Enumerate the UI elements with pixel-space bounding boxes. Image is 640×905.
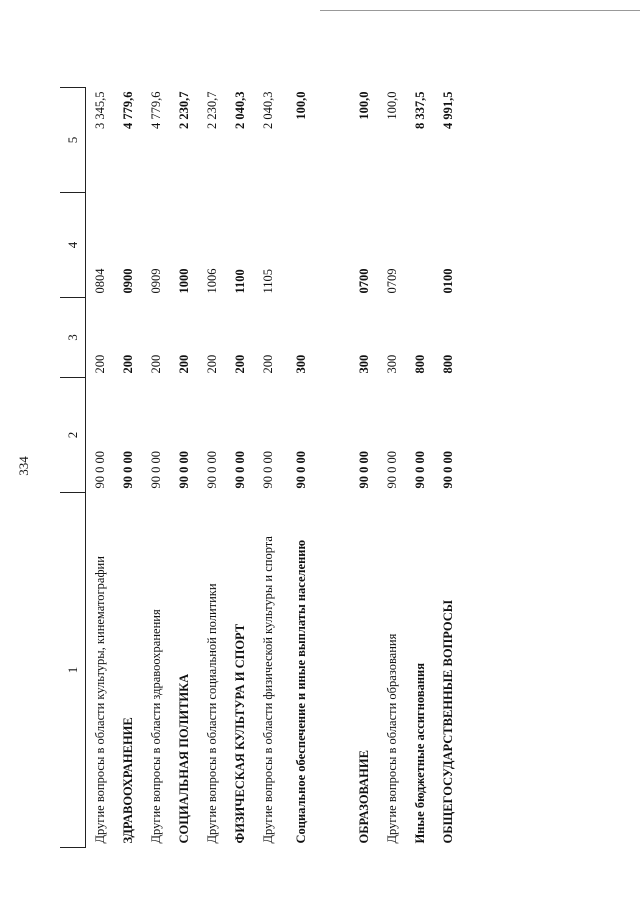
row-amount: 4 779,6 bbox=[120, 91, 135, 129]
row-section: 0709 bbox=[384, 268, 399, 294]
col-header-2: 2 bbox=[60, 378, 86, 493]
row-name: Иные бюджетные ассигнования bbox=[412, 662, 427, 844]
row-name: ЗДРАВООХРАНЕНИЕ bbox=[120, 717, 135, 844]
budget-table bbox=[60, 88, 520, 848]
table-row bbox=[406, 88, 434, 848]
table-row bbox=[226, 88, 254, 848]
row-section: 1105 bbox=[260, 268, 275, 294]
table-row bbox=[170, 88, 198, 848]
top-rule bbox=[320, 10, 640, 11]
row-name: СОЦИАЛЬНАЯ ПОЛИТИКА bbox=[176, 673, 191, 844]
row-code: 90 0 00 bbox=[92, 451, 107, 489]
row-name: Социальное обеспечение и иные выплаты населению bbox=[294, 539, 308, 844]
row-section: 0900 bbox=[120, 268, 135, 294]
row-name: Другие вопросы в области физической культуры и спорта bbox=[260, 536, 275, 844]
row-code: 90 0 00 bbox=[232, 451, 247, 489]
row-section: 0804 bbox=[92, 268, 107, 294]
row-type: 200 bbox=[260, 354, 275, 374]
row-code: 90 0 00 bbox=[412, 451, 427, 489]
col-header-1: 1 bbox=[60, 493, 86, 848]
row-amount: 100,0 bbox=[356, 91, 371, 120]
row-type: 200 bbox=[204, 354, 219, 374]
row-amount: 2 230,7 bbox=[176, 91, 191, 129]
row-name: Другие вопросы в области образования bbox=[384, 633, 399, 844]
row-type: 200 bbox=[148, 354, 163, 374]
table-row bbox=[254, 88, 282, 848]
row-type: 200 bbox=[232, 354, 247, 374]
row-name: ОБЩЕГОСУДАРСТВЕННЫЕ ВОПРОСЫ bbox=[440, 600, 455, 844]
table-row bbox=[114, 88, 142, 848]
row-code: 90 0 00 bbox=[384, 451, 399, 489]
row-section: 0700 bbox=[356, 268, 371, 294]
table-row bbox=[142, 88, 170, 848]
row-type: 300 bbox=[294, 354, 308, 374]
row-amount: 2 040,3 bbox=[232, 91, 247, 129]
row-code: 90 0 00 bbox=[120, 451, 135, 489]
row-section bbox=[282, 193, 350, 298]
row-type: 300 bbox=[384, 354, 399, 374]
row-name: Другие вопросы в области социальной политики bbox=[204, 583, 219, 844]
row-name: ОБРАЗОВАНИЕ bbox=[356, 750, 371, 844]
row-section: 1100 bbox=[232, 269, 247, 294]
row-type: 200 bbox=[120, 354, 135, 374]
page-number: 334 bbox=[16, 456, 31, 476]
row-amount: 4 991,5 bbox=[440, 91, 455, 129]
row-type: 200 bbox=[176, 354, 191, 374]
row-section bbox=[406, 193, 434, 298]
col-header-3: 3 bbox=[60, 298, 86, 378]
row-name: ФИЗИЧЕСКАЯ КУЛЬТУРА И СПОРТ bbox=[232, 623, 247, 844]
row-type: 800 bbox=[440, 354, 455, 374]
col-header-5: 5 bbox=[60, 88, 86, 193]
row-amount: 4 779,6 bbox=[148, 91, 163, 129]
table-row bbox=[434, 88, 462, 848]
row-section: 1006 bbox=[204, 268, 219, 294]
row-code: 90 0 00 bbox=[176, 451, 191, 489]
row-amount: 100,0 bbox=[384, 91, 399, 120]
row-code: 90 0 00 bbox=[148, 451, 163, 489]
table-row bbox=[378, 88, 406, 848]
row-code: 90 0 00 bbox=[294, 451, 308, 489]
col-header-4: 4 bbox=[60, 193, 86, 298]
table-row bbox=[350, 88, 378, 848]
row-amount: 3 345,5 bbox=[92, 91, 107, 129]
row-section: 0909 bbox=[148, 268, 163, 294]
row-section: 1000 bbox=[176, 268, 191, 294]
table-row bbox=[282, 88, 350, 848]
header-row bbox=[60, 88, 86, 848]
row-code: 90 0 00 bbox=[260, 451, 275, 489]
row-code: 90 0 00 bbox=[440, 451, 455, 489]
row-type: 200 bbox=[92, 354, 107, 374]
row-type: 300 bbox=[356, 354, 371, 374]
row-code: 90 0 00 bbox=[204, 451, 219, 489]
table-row bbox=[198, 88, 226, 848]
row-name: Другие вопросы в области здравоохранения bbox=[148, 609, 163, 844]
row-amount: 2 040,3 bbox=[260, 91, 275, 129]
row-code: 90 0 00 bbox=[356, 451, 371, 489]
row-name: Другие вопросы в области культуры, кинематографии bbox=[92, 556, 107, 844]
row-type: 800 bbox=[412, 354, 427, 374]
row-section: 0100 bbox=[440, 268, 455, 294]
row-amount: 8 337,5 bbox=[412, 91, 427, 129]
row-amount: 2 230,7 bbox=[204, 91, 219, 129]
table-row bbox=[86, 88, 115, 848]
row-amount: 100,0 bbox=[294, 91, 308, 120]
